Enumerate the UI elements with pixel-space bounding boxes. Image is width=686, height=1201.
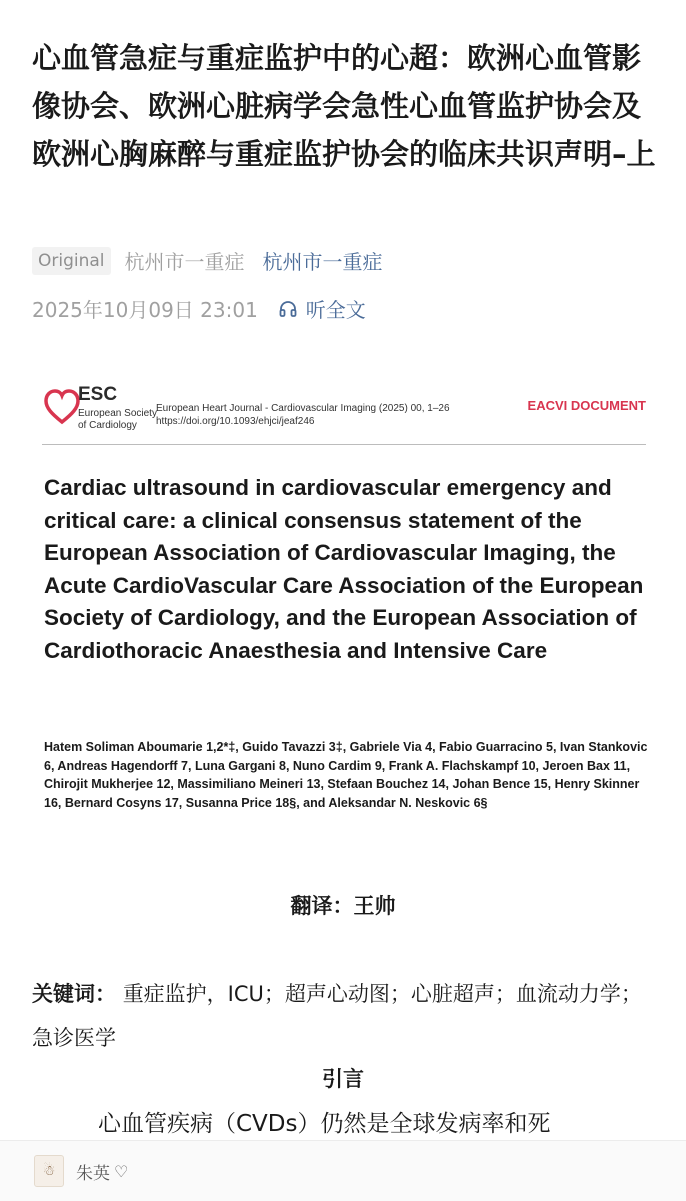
keywords-paragraph — [32, 972, 662, 1060]
paper-divider — [42, 444, 646, 445]
paper-header-image — [32, 370, 656, 840]
listen-label: 听全文 — [305, 298, 366, 322]
esc-wordmark: ESC — [78, 384, 118, 405]
keywords-label: 关键词： — [32, 982, 116, 1006]
article-meta-secondary — [32, 294, 366, 323]
article-title: 心血管急症与重症监护中的心超：欧洲心血管影像协会、欧洲心脏病学会急性心血管监护协会及欧洲心胸麻醉与重症监护协会的临床共识声明–上 — [32, 41, 656, 171]
bottom-bar — [0, 1140, 686, 1201]
translator-credit: 翻译：王帅 — [290, 894, 396, 918]
article-meta — [32, 246, 383, 275]
avatar[interactable]: ☃ — [34, 1155, 64, 1187]
author-name: 杭州市一重症 — [124, 250, 245, 274]
intro-paragraph: 心血管疾病（CVDs）仍然是全球发病率和死 — [98, 1111, 551, 1137]
paper-authors: Hatem Soliman Aboumarie 1,2*‡, Guido Tavazzi 3‡, Gabriele Via 4, Fabio Guarracino 5, Ivan Stankovic 6, Andreas Hagendorff 7, Luna Gargani 8, Nuno Cardim 9, Frank A. Flachskampf 10, Jeroen Bax 11, Chirojit Mukherjee 12, Massimiliano Meineri 13, Stefaan Bouchez 14, Johan Bence 15, Henry Skinner 16, Bernard Cosyns 17, Susanna Price 18§, and Aleksandar N. Neskovic 6§ — [44, 740, 648, 810]
headphones-icon — [278, 299, 298, 319]
user-name[interactable]: 朱英 — [76, 1163, 110, 1184]
doi-line: https://doi.org/10.1093/ehjci/jeaf246 — [156, 416, 315, 427]
keywords-text: 重症监护，ICU；超声心动图；心脏超声；血流动力学；急诊医学 — [32, 982, 642, 1050]
original-badge: Original — [32, 247, 111, 275]
section-heading: 引言 — [322, 1067, 364, 1091]
account-link[interactable]: 杭州市一重症 — [262, 250, 383, 274]
publish-datetime: 2025年10月09日 23:01 — [32, 298, 258, 322]
heart-outline-icon[interactable]: ♡ — [114, 1161, 129, 1181]
paper-title: Cardiac ultrasound in cardiovascular emergency and critical care: a clinical consensus statement of the European Association of Cardiovascular Imaging, the Acute CardioVascular Care Association of the European Society of Cardiology, and the European Association of Cardiothoracic Anaesthesia and Intensive Care — [44, 475, 644, 663]
listen-button[interactable] — [278, 294, 366, 323]
document-type: EACVI DOCUMENT — [527, 398, 646, 413]
journal-line: European Heart Journal - Cardiovascular Imaging (2025) 00, 1–26 — [156, 403, 450, 414]
esc-subtitle: European Society of Cardiology — [78, 408, 157, 431]
journal-citation — [156, 402, 450, 428]
